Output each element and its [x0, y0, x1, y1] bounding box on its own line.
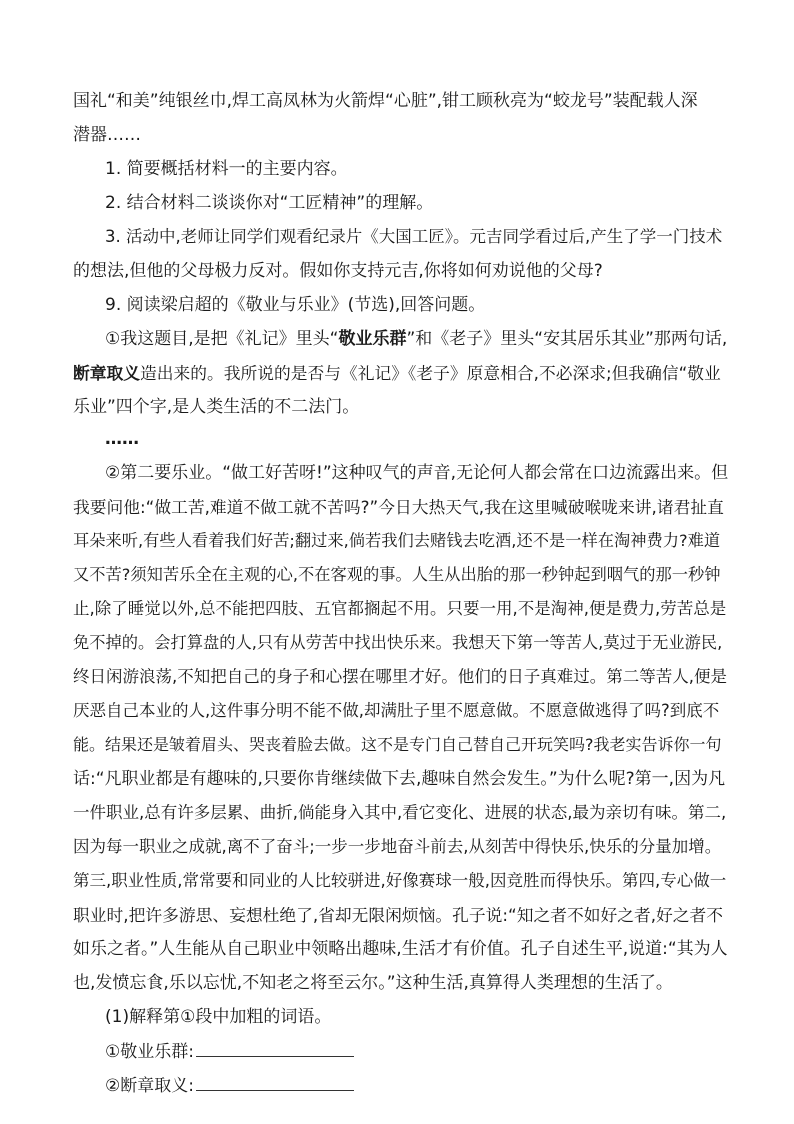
paragraph-2-line: ②第二要乐业。“做工好苦呀!”这种叹气的声音,无论何人都会常在口边流露出来。但	[105, 463, 729, 483]
paragraph-2-line: 止,除了睡觉以外,总不能把四肢、五官都搁起不用。只要一用,不是淘神,便是费力,劳苦总是	[73, 599, 727, 618]
paragraph-2-line: 也,发愤忘食,乐以忘忧,不知老之将至云尔。”这种生活,真算得人类理想的生活了。	[73, 973, 673, 993]
paragraph-2-line: 耳朵来听,有些人看着我们好苦;翻过来,倘若我们去赌钱去吃酒,还不是一样在淘神费力?难道	[73, 531, 721, 550]
paragraph-2-line: 如乐之者。”人生能从自己职业中领略出趣味,生活才有价值。孔子自述生平,说道:“其为人	[73, 939, 728, 959]
question-9-heading: 9. 阅读梁启超的《敬业与乐业》(节选),回答问题。	[105, 295, 486, 315]
paragraph-2-line: 厌恶自己本业的人,这件事分明不能不做,却满肚子里不愿意做。不愿意做逃得了吗?到底不	[73, 701, 720, 720]
paragraph-1-text: ①我这题目,是把《礼记》里头“	[105, 329, 339, 349]
question-1: 1. 简要概括材料一的主要内容。	[105, 159, 348, 179]
answer-item-1	[105, 1040, 354, 1063]
paragraph-2-line: 因为每一职业之成就,离不了奋斗;一步一步地奋斗前去,从刻苦中得快乐,快乐的分量加增。	[73, 837, 722, 856]
answer-item-2-label: ②断章取义:	[105, 1076, 194, 1096]
bold-term-jingye-lequn: 敬业乐群	[338, 329, 407, 349]
paragraph-1-text: 造出来的。我所说的是否与《礼记》《老子》原意相合,不必深求;但我确信“敬业	[140, 363, 721, 383]
paragraph-2-line: 一件职业,总有许多层累、曲折,倘能身入其中,看它变化、进展的状态,最为亲切有味。第二,	[73, 803, 727, 822]
bold-term-duanzhang-quyi: 断章取义	[73, 363, 141, 383]
paragraph-1-text: ”和《老子》里头“安其居乐其业”那两句话,	[406, 329, 728, 349]
paragraph-2-line: 第三,职业性质,常常要和同业的人比较骈进,好像赛球一般,因竞胜而得快乐。第四,专心做一	[73, 871, 727, 890]
paragraph-1-line	[73, 362, 721, 384]
question-3-line: 3. 活动中,老师让同学们观看纪录片《大国工匠》。元吉同学看过后,产生了学一门技术	[105, 227, 723, 246]
answer-item-2	[105, 1074, 354, 1097]
paragraph-2-line: 职业时,把许多游思、妄想杜绝了,省却无限闲烦恼。孔子说:“知之者不如好之者,好之者不	[73, 905, 724, 925]
sub-question-1-prompt: (1)解释第①段中加粗的词语。	[105, 1007, 332, 1027]
answer-blank-1[interactable]	[196, 1040, 354, 1057]
paragraph-2-line: 能。结果还是皱着眉头、哭丧着脸去做。这不是专门自己替自己开玩笑吗?我老实告诉你一句	[73, 735, 722, 754]
paragraph-1-line: 乐业”四个字,是人类生活的不二法门。	[73, 397, 360, 417]
paragraph-2-line: 免不掉的。会打算盘的人,只有从劳苦中找出快乐来。我想天下第一等苦人,莫过于无业游民,	[73, 633, 723, 652]
paragraph-2-line: 又不苦?须知苦乐全在主观的心,不在客观的事。人生从出胎的那一秒钟起到咽气的那一秒钟	[73, 565, 721, 584]
question-2: 2. 结合材料二谈谈你对“工匠精神”的理解。	[105, 193, 434, 213]
question-3-line: 的想法,但他的父母极力反对。假如你支持元吉,你将如何劝说他的父母?	[73, 261, 603, 281]
paragraph-2-line: 我要问他:“做工苦,难道不做工就不苦吗?”今日大热天气,我在这里喊破喉咙来讲,诸君扯直	[73, 497, 724, 517]
material-text-line: 国礼“和美”纯银丝巾,焊工高凤林为火箭焊“心脏”,钳工顾秋亮为“蛟龙号”装配载人深	[73, 91, 698, 111]
answer-blank-2[interactable]	[196, 1074, 354, 1091]
omission-ellipsis: ……	[105, 429, 139, 449]
answer-item-1-label: ①敬业乐群:	[105, 1042, 194, 1062]
paragraph-2-line: 终日闲游浪荡,不知把自己的身子和心摆在哪里才好。他们的日子真难过。第二等苦人,便是	[73, 667, 727, 686]
paragraph-1-line	[105, 328, 727, 350]
material-text-line: 潜器……	[73, 125, 141, 145]
paragraph-2-line: 话:“凡职业都是有趣味的,只要你肯继续做下去,趣味自然会发生。”为什么呢?第一,因为凡	[73, 769, 726, 789]
